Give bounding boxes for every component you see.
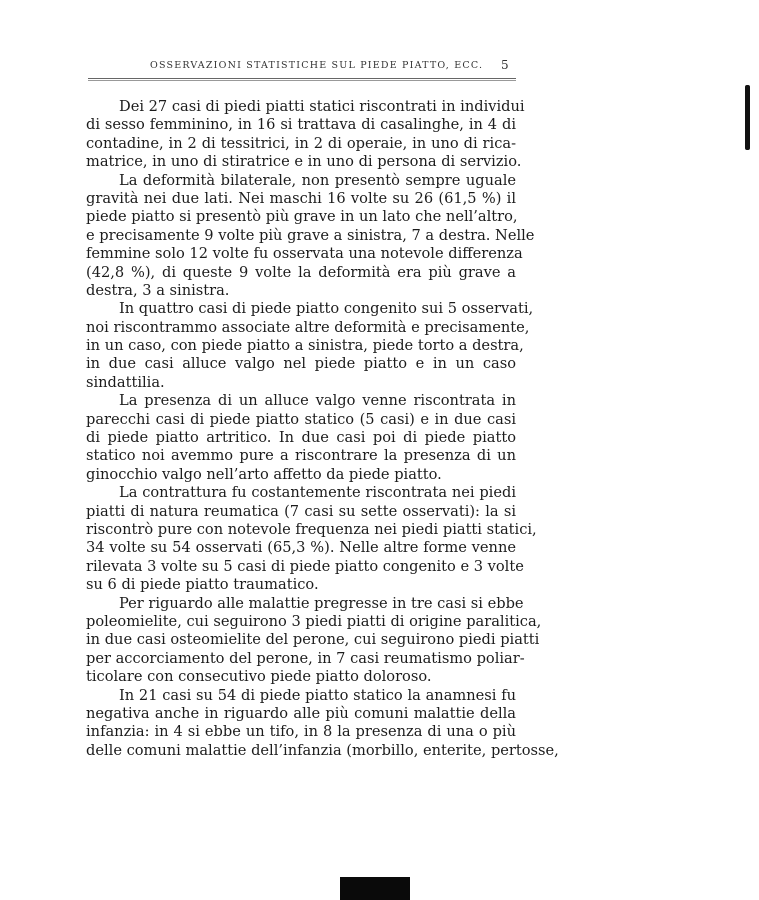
text-line: piede piatto si presentò più grave in un lato che nell’altro, (86, 208, 518, 226)
text-line: femmine solo 12 volte fu osservata una notevole differenza (86, 245, 523, 263)
page-number: 5 (501, 58, 509, 72)
text-line: delle comuni malattie dell’infanzia (morbillo, enterite, pertosse, (86, 741, 559, 759)
text-line: (42,8 %), di queste 9 volte la deformità era più grave a (86, 263, 516, 281)
text-line: in un caso, con piede piatto a sinistra, piede torto a destra, (86, 337, 524, 355)
scan-edge-mark (745, 85, 750, 150)
text-line: di sesso femminino, in 16 si trattava di casalinghe, in 4 di (86, 116, 516, 134)
paragraph (86, 98, 525, 172)
text-line: In quattro casi di piede piatto congenito sui 5 osservati, (119, 300, 534, 318)
paragraph (86, 594, 542, 687)
text-line: negativa anche in riguardo alle più comuni malattie della (86, 704, 516, 722)
text-line: riscontrò pure con notevole frequenza nei piedi piatti statici, (86, 520, 537, 538)
text-line: destra, 3 a sinistra. (86, 281, 230, 299)
text-line: gravità nei due lati. Nei maschi 16 volte su 26 (61,5 %) il (86, 189, 516, 207)
text-line: ticolare con consecutivo piede piatto doloroso. (86, 668, 432, 686)
text-line: In 21 casi su 54 di piede piatto statico la anamnesi fu (119, 686, 516, 704)
text-line: statico noi avemmo pure a riscontrare la presenza di un (86, 447, 516, 465)
text-line: matrice, in uno di stiratrice e in uno di persona di servizio. (86, 153, 522, 171)
text-line: contadine, in 2 di tessitrici, in 2 di operaie, in uno di rica- (86, 134, 516, 152)
paragraph (86, 484, 537, 594)
text-line: rilevata 3 volte su 5 casi di piede piatto congenito e 3 volte (86, 557, 524, 575)
paragraph (86, 171, 535, 301)
running-header: OSSERVAZIONI STATISTICHE SUL PIEDE PIATTO, ECC. (150, 60, 484, 71)
text-line: per accorciamento del perone, in 7 casi reumatismo poliar- (86, 649, 525, 667)
text-line: 34 volte su 54 osservati (65,3 %). Nelle altre forme venne (86, 539, 516, 557)
paragraph (86, 392, 516, 484)
text-line: La presenza di un alluce valgo venne riscontrata in (119, 392, 516, 410)
text-line: Per riguardo alle malattie pregresse in tre casi si ebbe (119, 594, 524, 612)
text-line: ginocchio valgo nell’arto affetto da piede piatto. (86, 465, 442, 483)
text-line: di piede piatto artritico. In due casi poi di piede piatto (86, 429, 516, 447)
scan-redaction-bar (340, 877, 410, 900)
text-line: in due casi alluce valgo nel piede piatto e in un caso (86, 355, 516, 373)
text-line: piatti di natura reumatica (7 casi su sette osservati): la si (86, 502, 516, 520)
body-text (86, 98, 559, 760)
paragraph (86, 686, 559, 761)
text-line: su 6 di piede piatto traumatico. (86, 576, 319, 594)
text-line: e precisamente 9 volte più grave a sinistra, 7 a destra. Nelle (86, 226, 535, 244)
text-line: poleomielite, cui seguirono 3 piedi piatti di origine paralitica, (86, 612, 542, 630)
text-line: infanzia: in 4 si ebbe un tifo, in 8 la presenza di una o più (86, 723, 516, 741)
text-line: in due casi osteomielite del perone, cui seguirono piedi piatti (86, 631, 540, 649)
paragraph (86, 300, 534, 392)
header-rule (88, 78, 516, 81)
text-line: parecchi casi di piede piatto statico (5 casi) e in due casi (86, 410, 516, 428)
text-line: Dei 27 casi di piedi piatti statici riscontrati in individui (119, 98, 525, 115)
text-line: La contrattura fu costantemente riscontrata nei piedi (119, 484, 516, 502)
text-line: sindattilia. (86, 373, 165, 391)
text-line: noi riscontrammo associate altre deformità e precisamente, (86, 318, 530, 336)
text-line: La deformità bilaterale, non presentò sempre uguale (119, 171, 516, 189)
